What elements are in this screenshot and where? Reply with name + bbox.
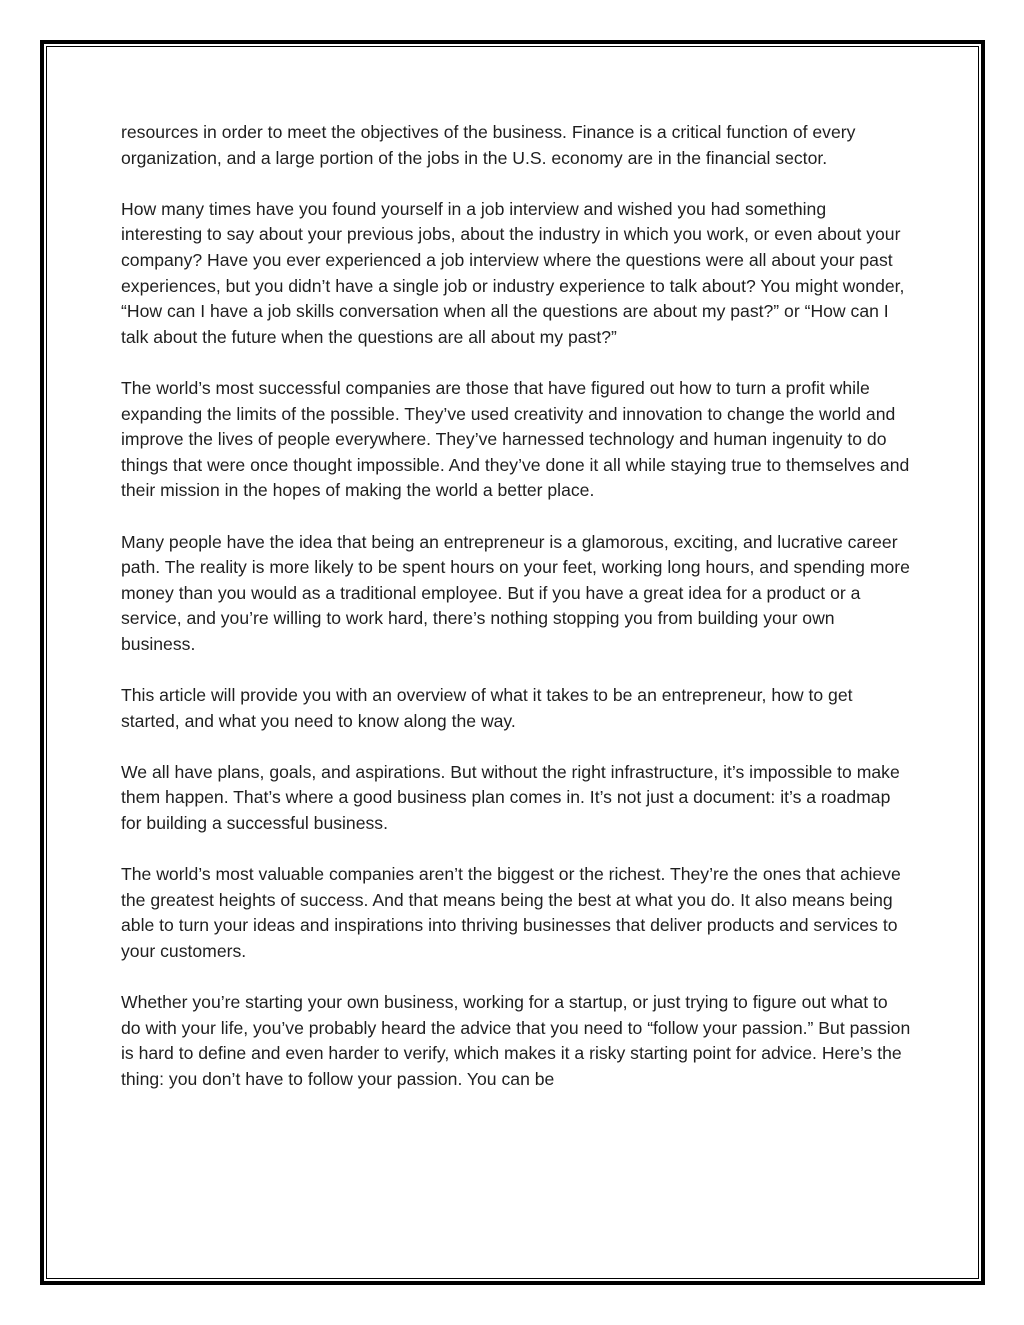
paragraph: The world’s most successful companies are those that have figured out how to turn a profit while expanding the limits of the possible. They’ve used creativity and innovation to change the world and improve the lives of people everywhere. They’ve harnessed technology and human ingenuity to do things that were once thought impossible. And they’ve done it all while staying true to themselves and their mission in the hopes of making the world a better place. <box>121 377 910 501</box>
document-body <box>121 120 911 1118</box>
paragraph: How many times have you found yourself in a job interview and wished you had something interesting to say about your previous jobs, about the industry in which you work, or even about your company? Have you ever experienced a job interview where the questions were all about your past experiences, but you didn’t have a single job or industry experience to talk about? You might wonder, “How can I have a job skills conversation when all the questions are about my past?” or “How can I talk about the future when the questions are all about my past?” <box>121 198 905 347</box>
paragraph: We all have plans, goals, and aspirations. But without the right infrastructure, it’s impossible to make them happen. That’s where a good business plan comes in. It’s not just a document: it’s a roadmap for building a successful business. <box>121 761 900 834</box>
paragraph: Many people have the idea that being an entrepreneur is a glamorous, exciting, and lucrative career path. The reality is more likely to be spent hours on your feet, working long hours, and spending more money than you would as a traditional employee. But if you have a great idea for a product or a service, and you’re willing to work hard, there’s nothing stopping you from building your own business. <box>121 531 910 654</box>
paragraph: resources in order to meet the objectives of the business. Finance is a critical function of every organization, and a large portion of the jobs in the U.S. economy are in the financial sector. <box>121 122 856 168</box>
paragraph: The world’s most valuable companies aren’t the biggest or the richest. They’re the ones that achieve the greatest heights of success. And that means being the best at what you do. It also means being able to turn your ideas and inspirations into thriving businesses that deliver products and services to your customers. <box>121 864 901 961</box>
paragraph: Whether you’re starting your own business, working for a startup, or just trying to figure out what to do with your life, you’ve probably heard the advice that you need to “follow your passion.” But passion is hard to define and even harder to verify, which makes it a risky starting point for advice. Here’s the thing: you don’t have to follow your passion. You can be <box>121 992 911 1089</box>
paragraph: This article will provide you with an overview of what it takes to be an entrepreneur, how to get started, and what you need to know along the way. <box>121 685 853 731</box>
